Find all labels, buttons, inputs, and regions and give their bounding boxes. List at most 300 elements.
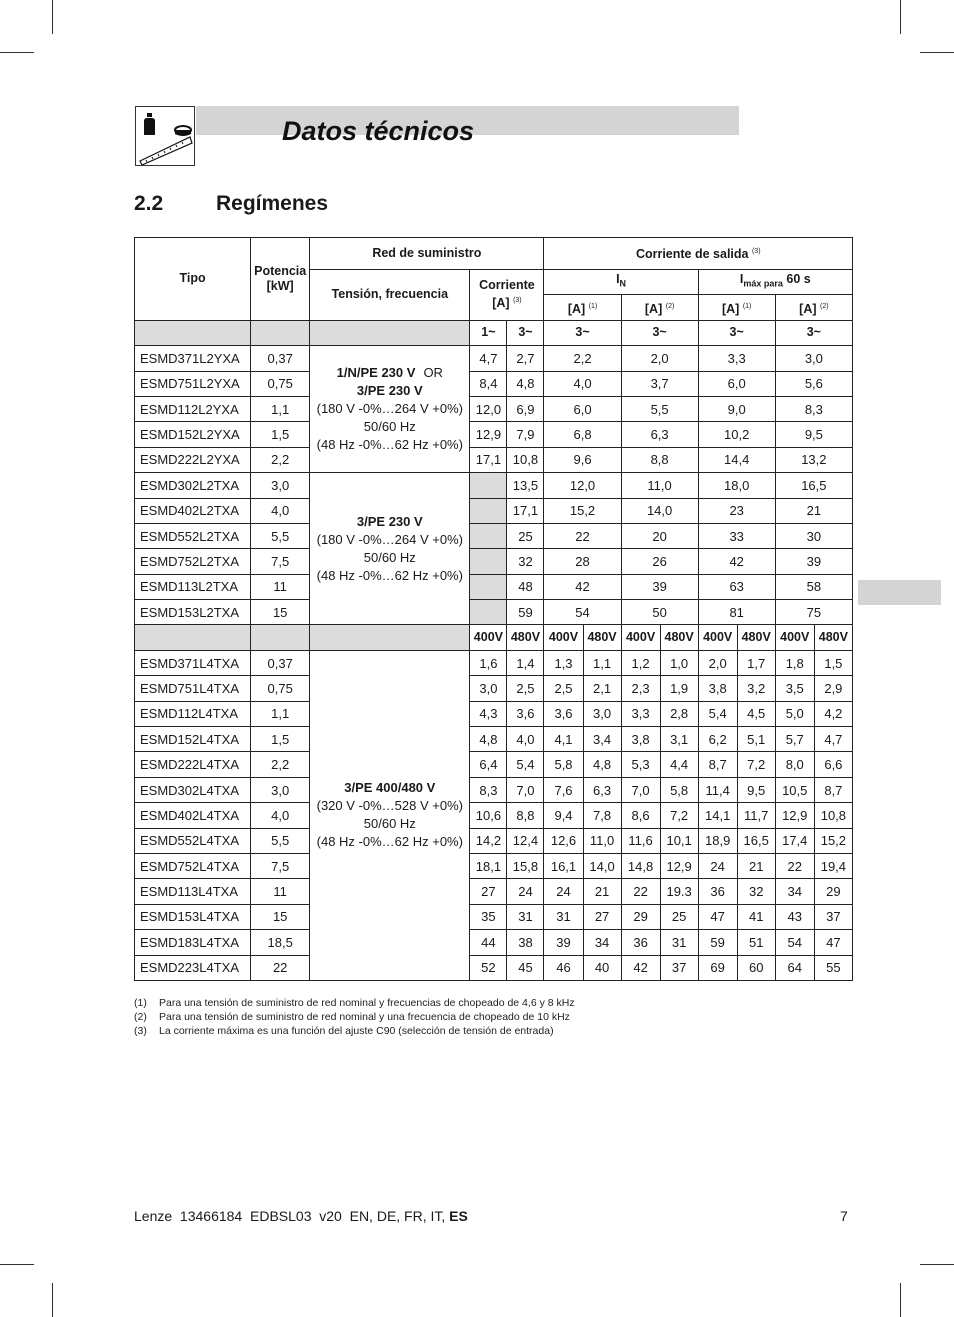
power-cell: 0,75 [251,371,310,396]
table-cell: 3,6 [507,701,544,726]
supply-voltage-line: (48 Hz -0%…62 Hz +0%) [316,834,463,850]
table-cell: 5,7 [775,727,814,752]
power-cell: 1,5 [251,727,310,752]
supply-voltage-line: 3/PE 230 V [356,513,423,529]
table-cell: 13,5 [507,473,544,498]
table-cell: 1,9 [660,676,698,701]
table-cell: 6,8 [544,422,621,447]
table-cell: 54 [544,600,621,625]
crop-mark [920,52,954,53]
table-cell: 9,5 [737,777,775,802]
table-cell: 19.3 [660,879,698,904]
supply-voltage-line: (320 V -0%…528 V +0%) [316,798,463,814]
table-cell: 5,0 [775,701,814,726]
table-cell: 5,6 [775,371,852,396]
shaded-cell [470,498,507,523]
supply-voltage-line: 50/60 Hz [363,419,416,435]
table-cell: 54 [775,930,814,955]
table-cell: 2,1 [583,676,621,701]
table-cell: 21 [583,879,621,904]
table-cell: 4,8 [470,727,507,752]
table-cell: 11,7 [737,803,775,828]
table-cell: 14,2 [470,828,507,853]
table-cell: 47 [814,930,852,955]
table-cell: 14,0 [583,853,621,878]
table-cell: 28 [544,549,621,574]
table-cell: 4,0 [507,727,544,752]
table-cell: 6,6 [814,752,852,777]
header-unit: [A] $^{(2)}$ [621,295,698,320]
table-row [135,676,853,701]
table-cell: 37 [660,955,698,980]
crop-mark [0,52,34,53]
type-cell: ESMD152L2YXA [135,422,251,447]
table-cell: 9,6 [544,447,621,472]
table-cell: 2,2 [544,346,621,371]
table-cell: 4,8 [507,371,544,396]
table-cell: 8,6 [621,803,660,828]
table-cell: 41 [737,904,775,929]
table-cell: 4,7 [470,346,507,371]
power-cell: 0,37 [251,346,310,371]
power-cell: 5,5 [251,828,310,853]
voltage-label: 400V [775,625,814,650]
phase-label: 3~ [544,320,621,345]
table-cell: 69 [698,955,737,980]
table-cell: 7,0 [621,777,660,802]
power-cell: 1,1 [251,396,310,421]
power-cell: 1,5 [251,422,310,447]
table-row [135,904,853,929]
table-cell: 3,8 [698,676,737,701]
table-cell: 36 [621,930,660,955]
type-cell: ESMD371L2YXA [135,346,251,371]
type-cell: ESMD751L2YXA [135,371,251,396]
table-cell: 4,0 [544,371,621,396]
type-cell: ESMD183L4TXA [135,930,251,955]
table-cell: 33 [698,523,775,548]
supply-voltage-line: 50/60 Hz [363,816,416,832]
power-cell: 1,1 [251,701,310,726]
type-cell: ESMD223L4TXA [135,955,251,980]
table-cell: 29 [814,879,852,904]
table-cell: 8,3 [470,777,507,802]
table-cell: 7,6 [544,777,583,802]
table-cell: 18,0 [698,473,775,498]
table-cell: 6,3 [621,422,698,447]
table-cell: 7,2 [660,803,698,828]
table-cell: 2,9 [814,676,852,701]
table-row [135,828,853,853]
shaded-cell [470,574,507,599]
table-cell: 51 [737,930,775,955]
type-cell: ESMD153L2TXA [135,600,251,625]
crop-mark [0,1264,34,1265]
power-cell: 11 [251,574,310,599]
table-cell: 3,3 [621,701,660,726]
table-row [135,650,853,675]
type-cell: ESMD113L4TXA [135,879,251,904]
table-cell: 17,4 [775,828,814,853]
table-cell: 1,5 [814,650,852,675]
table-row [135,371,853,396]
header-unit: [A] $^{(1)}$ [544,295,621,320]
phase-row [135,320,853,345]
shaded-cell [470,473,507,498]
type-cell: ESMD302L4TXA [135,777,251,802]
table-cell: 2,7 [507,346,544,371]
section-number: 2.2 [134,192,164,215]
table-cell: 5,4 [507,752,544,777]
supply-voltage-line: (48 Hz -0%…62 Hz +0%) [316,567,463,583]
voltage-label: 480V [814,625,852,650]
table-row [135,523,853,548]
type-cell: ESMD751L4TXA [135,676,251,701]
phase-label: 3~ [775,320,852,345]
voltage-label: 480V [737,625,775,650]
table-cell: 8,0 [775,752,814,777]
voltage-label: 480V [507,625,544,650]
table-cell: 36 [698,879,737,904]
table-cell: 3,3 [698,346,775,371]
table-cell: 1,2 [621,650,660,675]
footnote: (3) La corriente máxima es una función del ajuste C90 (selección de tensión de entrada) [134,1025,554,1037]
table-cell: 3,0 [775,346,852,371]
table-cell: 3,8 [621,727,660,752]
table-cell: 40 [583,955,621,980]
table-row [135,396,853,421]
phase-label: 1~ [470,320,507,345]
table-cell: 11,0 [621,473,698,498]
power-cell: 2,2 [251,752,310,777]
table-cell: 34 [775,879,814,904]
section-title: Regímenes [216,192,329,215]
table-cell: 37 [814,904,852,929]
table-cell: 46 [544,955,583,980]
type-cell: ESMD302L2TXA [135,473,251,498]
table-cell: 22 [621,879,660,904]
table-cell: 21 [737,853,775,878]
table-cell: 3,4 [583,727,621,752]
supply-voltage-line: OR [423,365,443,381]
table-cell: 12,9 [775,803,814,828]
table-cell: 12,6 [544,828,583,853]
table-cell: 5,5 [621,396,698,421]
table-cell: 5,8 [544,752,583,777]
table-cell: 6,2 [698,727,737,752]
table-cell: 20 [621,523,698,548]
table-cell: 18,1 [470,853,507,878]
table-cell: 1,0 [660,650,698,675]
voltage-row [135,625,853,650]
power-cell: 11 [251,879,310,904]
table-cell: 10,2 [698,422,775,447]
type-cell: ESMD153L4TXA [135,904,251,929]
table-cell: 19,4 [814,853,852,878]
table-cell: 17,1 [470,447,507,472]
table-row [135,853,853,878]
header-row [135,238,853,270]
header-in: $I_N$ [544,270,698,295]
table-cell: 5,8 [660,777,698,802]
table-cell: 12,4 [507,828,544,853]
shaded-cell [470,600,507,625]
chapter-tab [858,580,941,605]
table-row [135,955,853,980]
header-corriente: Corriente [A] $^{(3)}$ [470,270,544,321]
table-cell: 52 [470,955,507,980]
shaded-cell [310,625,470,650]
table-cell: 9,5 [775,422,852,447]
table-cell: 4,5 [737,701,775,726]
table-cell: 1,6 [470,650,507,675]
type-cell: ESMD222L4TXA [135,752,251,777]
table-cell: 5,4 [698,701,737,726]
table-cell: 42 [621,955,660,980]
table-row [135,752,853,777]
table-cell: 8,7 [814,777,852,802]
type-cell: ESMD371L4TXA [135,650,251,675]
table-cell: 2,5 [507,676,544,701]
table-row [135,803,853,828]
table-cell: 7,9 [507,422,544,447]
power-cell: 22 [251,955,310,980]
power-cell: 3,0 [251,777,310,802]
voltage-label: 400V [470,625,507,650]
header-potencia: Potencia [kW] [251,238,310,321]
supply-voltage-line: (48 Hz -0%…62 Hz +0%) [316,437,463,453]
table-cell: 23 [698,498,775,523]
table-cell: 11,0 [583,828,621,853]
table-cell: 5,1 [737,727,775,752]
type-cell: ESMD552L4TXA [135,828,251,853]
table-cell: 14,0 [621,498,698,523]
table-cell: 3,7 [621,371,698,396]
table-cell: 4,4 [660,752,698,777]
table-cell: 31 [544,904,583,929]
table-row [135,549,853,574]
shaded-cell [310,320,470,345]
header-tipo: Tipo [135,238,251,321]
supply-voltage-line: (180 V -0%…264 V +0%) [316,401,463,417]
table-cell: 8,7 [698,752,737,777]
table-cell: 9,0 [698,396,775,421]
table-cell: 11,4 [698,777,737,802]
shaded-cell [135,625,251,650]
crop-mark [900,0,901,34]
table-cell: 16,5 [737,828,775,853]
ratings-table [134,237,853,981]
table-cell: 38 [507,930,544,955]
table-cell: 6,0 [544,396,621,421]
type-cell: ESMD752L4TXA [135,853,251,878]
table-cell: 81 [698,600,775,625]
supply-voltage-line: (180 V -0%…264 V +0%) [316,531,463,547]
table-cell: 8,8 [621,447,698,472]
table-cell: 32 [507,549,544,574]
table-cell: 30 [775,523,852,548]
table-cell: 29 [621,904,660,929]
phase-label: 3~ [621,320,698,345]
crop-mark [52,0,53,34]
type-cell: ESMD402L2TXA [135,498,251,523]
supply-voltage-line: 3/PE 230 V [356,383,423,399]
table-cell: 7,2 [737,752,775,777]
table-cell: 39 [544,930,583,955]
table-cell: 47 [698,904,737,929]
table-cell: 59 [507,600,544,625]
table-cell: 42 [544,574,621,599]
header-unit: [A] $^{(2)}$ [775,295,852,320]
phase-label: 3~ [698,320,775,345]
footer-doc-ref: Lenze 13466184 EDBSL03 v20 EN, DE, FR, IT, ES [134,1208,468,1224]
crop-mark [900,1283,901,1317]
voltage-label: 400V [544,625,583,650]
power-cell: 3,0 [251,473,310,498]
power-cell: 4,0 [251,803,310,828]
type-cell: ESMD152L4TXA [135,727,251,752]
supply-voltage-line: 3/PE 400/480 V [344,780,436,796]
power-cell: 15 [251,600,310,625]
supply-voltage-line: 1/N/PE 230 V [336,365,416,381]
footnote: (1) Para una tensión de suministro de red nominal y frecuencias de chopeado de 4,6 y 8 kHz [134,997,575,1009]
table-cell: 2,3 [621,676,660,701]
power-cell: 4,0 [251,498,310,523]
table-cell: 22 [775,853,814,878]
table-row [135,447,853,472]
table-cell: 63 [698,574,775,599]
header-salida: Corriente de salida $^{(3)}$ [544,238,853,270]
table-cell: 8,3 [775,396,852,421]
table-cell: 18,9 [698,828,737,853]
shaded-cell [470,549,507,574]
table-cell: 15,2 [814,828,852,853]
table-cell: 48 [507,574,544,599]
table-cell: 7,0 [507,777,544,802]
table-cell: 17,1 [507,498,544,523]
type-cell: ESMD222L2YXA [135,447,251,472]
table-cell: 3,6 [544,701,583,726]
table-cell: 50 [621,600,698,625]
shaded-cell [251,320,310,345]
table-cell: 27 [583,904,621,929]
table-cell: 3,5 [775,676,814,701]
type-cell: ESMD752L2TXA [135,549,251,574]
table-cell: 34 [583,930,621,955]
table-cell: 26 [621,549,698,574]
table-cell: 11,6 [621,828,660,853]
table-cell: 4,8 [583,752,621,777]
table-cell: 32 [737,879,775,904]
table-cell: 6,4 [470,752,507,777]
table-cell: 2,5 [544,676,583,701]
table-cell: 24 [507,879,544,904]
table-cell: 44 [470,930,507,955]
table-cell: 45 [507,955,544,980]
power-cell: 0,37 [251,650,310,675]
table-row [135,473,853,498]
power-cell: 0,75 [251,676,310,701]
table-cell: 64 [775,955,814,980]
header-red: Red de suministro [310,238,544,270]
table-cell: 1,1 [583,650,621,675]
table-cell: 35 [470,904,507,929]
table-cell: 2,0 [698,650,737,675]
table-cell: 14,8 [621,853,660,878]
table-cell: 6,9 [507,396,544,421]
table-cell: 2,8 [660,701,698,726]
table-cell: 12,9 [470,422,507,447]
dimension-tool-icon [135,106,195,166]
table-cell: 1,8 [775,650,814,675]
table-cell: 75 [775,600,852,625]
voltage-label: 400V [698,625,737,650]
table-cell: 4,2 [814,701,852,726]
power-cell: 7,5 [251,853,310,878]
table-row [135,346,853,371]
table-row [135,574,853,599]
table-cell: 3,0 [470,676,507,701]
header-tension: Tensión, frecuencia [310,270,470,321]
table-cell: 12,0 [470,396,507,421]
table-cell: 4,7 [814,727,852,752]
page-number: 7 [840,1208,848,1224]
table-cell: 24 [544,879,583,904]
table-cell: 10,8 [814,803,852,828]
table-cell: 1,7 [737,650,775,675]
table-row [135,879,853,904]
power-cell: 7,5 [251,549,310,574]
table-cell: 31 [660,930,698,955]
table-cell: 27 [470,879,507,904]
table-cell: 39 [775,549,852,574]
table-cell: 8,4 [470,371,507,396]
table-cell: 55 [814,955,852,980]
type-cell: ESMD113L2TXA [135,574,251,599]
table-cell: 14,1 [698,803,737,828]
shaded-cell [251,625,310,650]
table-cell: 6,0 [698,371,775,396]
table-cell: 10,5 [775,777,814,802]
table-cell: 3,0 [583,701,621,726]
table-row [135,727,853,752]
table-row [135,701,853,726]
table-cell: 9,4 [544,803,583,828]
supply-voltage-line: 50/60 Hz [363,549,416,565]
table-cell: 42 [698,549,775,574]
header-imax: $I_{máx para}$ 60 s [698,270,852,295]
table-cell: 59 [698,930,737,955]
supply-voltage-cell [310,346,470,473]
table-cell: 39 [621,574,698,599]
table-cell: 12,9 [660,853,698,878]
table-cell: 10,1 [660,828,698,853]
table-cell: 4,1 [544,727,583,752]
table-cell: 13,2 [775,447,852,472]
table-cell: 8,8 [507,803,544,828]
table-cell: 16,5 [775,473,852,498]
power-cell: 5,5 [251,523,310,548]
type-cell: ESMD402L4TXA [135,803,251,828]
table-row [135,777,853,802]
voltage-label: 480V [583,625,621,650]
table-cell: 58 [775,574,852,599]
table-row [135,930,853,955]
power-cell: 18,5 [251,930,310,955]
type-cell: ESMD112L2YXA [135,396,251,421]
table-cell: 22 [544,523,621,548]
page-title: Datos técnicos [282,116,475,146]
